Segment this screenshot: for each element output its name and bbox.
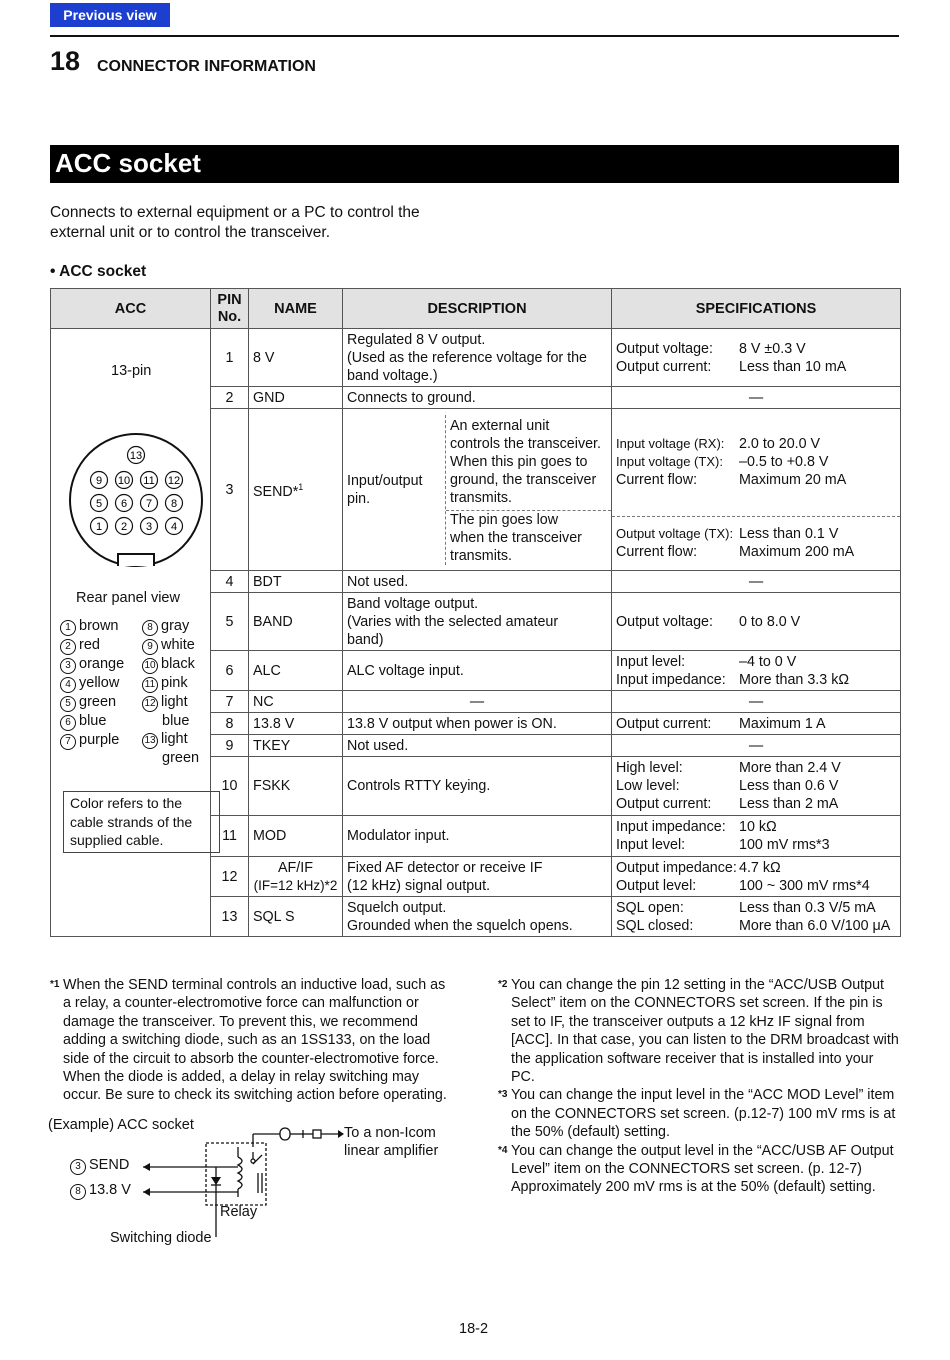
spec-value: 2.0 to 20.0 V bbox=[739, 436, 821, 453]
spec-value: –0.5 to +0.8 V bbox=[739, 454, 829, 471]
name-cell: BDT bbox=[249, 571, 343, 593]
rear-panel-label: Rear panel view bbox=[76, 590, 180, 606]
spec-value: Less than 0.1 V bbox=[739, 526, 839, 543]
spec-value: 0 to 8.0 V bbox=[739, 613, 801, 630]
desc-line: The pin goes low bbox=[450, 511, 559, 528]
color-legend-item bbox=[142, 655, 199, 674]
pin-cell: 8 bbox=[211, 713, 249, 735]
pin-cell: 9 bbox=[211, 735, 249, 757]
connector-pin-label: 8 bbox=[170, 498, 178, 510]
spec-value: 100 ~ 300 mV rms*4 bbox=[739, 877, 870, 894]
spec-value: Less than 2 mA bbox=[739, 796, 839, 812]
desc-cell bbox=[343, 897, 612, 937]
footnote-4-mark: *4 bbox=[498, 1144, 508, 1156]
desc-line: Squelch output. bbox=[347, 899, 447, 916]
spec-cell: — bbox=[612, 387, 901, 409]
spec-key: Input level: bbox=[616, 837, 686, 853]
color-legend-item bbox=[60, 617, 124, 636]
color-name: gray bbox=[161, 618, 190, 634]
send-text: SEND bbox=[89, 1157, 130, 1173]
color-legend-item bbox=[60, 712, 124, 731]
intro-text: Connects to external equipment or a PC to control the external unit or to control the transceiver. bbox=[50, 204, 420, 241]
pin-cell: 12 bbox=[211, 857, 249, 897]
name-cell: BAND bbox=[249, 593, 343, 651]
color-pin-number: 7 bbox=[60, 734, 76, 750]
spec-cell bbox=[612, 651, 901, 691]
connector-pin-label: 3 bbox=[145, 521, 153, 533]
desc-line: Grounded when the squelch opens. bbox=[347, 917, 573, 934]
color-legend-item bbox=[142, 636, 199, 655]
spec-line bbox=[616, 899, 896, 917]
spec-key: Input level: bbox=[616, 653, 686, 670]
desc-cell: ALC voltage input. bbox=[343, 651, 612, 691]
spec-line bbox=[616, 453, 896, 471]
desc-cell: — bbox=[343, 691, 612, 713]
desc-cell: Not used. bbox=[343, 571, 612, 593]
spec-key: Input impedance: bbox=[616, 819, 726, 835]
desc-cell: Connects to ground. bbox=[343, 387, 612, 409]
color-pin-number: 5 bbox=[60, 696, 76, 712]
connector-pin-label: 2 bbox=[120, 521, 128, 533]
spec-key: Current flow: bbox=[616, 544, 698, 561]
spec-key: Current flow: bbox=[616, 472, 698, 489]
connector-pin-label: 10 bbox=[117, 475, 131, 487]
name-line-1: AF/IF bbox=[278, 859, 313, 876]
desc-cell: Not used. bbox=[343, 735, 612, 757]
connector-pin-label: 1 bbox=[95, 521, 103, 533]
color-name-cont: green bbox=[162, 750, 200, 767]
footnote-3 bbox=[498, 1086, 900, 1141]
spec-line bbox=[616, 859, 896, 877]
relay-label: Relay bbox=[220, 1204, 258, 1220]
table-row bbox=[51, 329, 901, 387]
spec-key: Output current: bbox=[616, 358, 712, 375]
desc-line: band voltage.) bbox=[347, 367, 438, 384]
connector-pin-label: 11 bbox=[143, 475, 155, 487]
name-cell: FSKK bbox=[249, 757, 343, 816]
header-name: NAME bbox=[249, 289, 343, 329]
spec-value: Less than 0.3 V/5 mA bbox=[739, 899, 876, 916]
desc-line: Fixed AF detector or receive IF bbox=[347, 859, 543, 876]
color-legend-item bbox=[60, 731, 124, 750]
pin-count-label: 13-pin bbox=[111, 363, 152, 379]
spec-value: –4 to 0 V bbox=[739, 653, 797, 670]
desc-line: (Varies with the selected amateur bbox=[347, 613, 559, 630]
spec-line bbox=[616, 877, 896, 895]
send-name-sup: 1 bbox=[298, 482, 304, 493]
spec-key: Output current: bbox=[616, 796, 712, 812]
spec-line bbox=[616, 715, 896, 733]
color-name-cont: blue bbox=[162, 713, 190, 729]
desc-cell: Controls RTTY keying. bbox=[343, 757, 612, 816]
name-cell: GND bbox=[249, 387, 343, 409]
name-cell bbox=[249, 409, 343, 571]
spec-value: More than 2.4 V bbox=[739, 760, 841, 776]
color-pin-number: 3 bbox=[60, 658, 76, 674]
footnote-4-text: You can change the output level in the “ACC/USB AF Output Level” item on the CONNECTORS set screen. (p. 12-7) Approximately 200 mV rms is at the 50% (default) setting. bbox=[511, 1142, 894, 1196]
acc-table bbox=[50, 288, 901, 937]
top-rule bbox=[50, 35, 899, 37]
desc-cell bbox=[343, 409, 612, 571]
color-pin-number: 9 bbox=[142, 639, 158, 655]
spec-value: 100 mV rms*3 bbox=[739, 837, 830, 853]
spec-cell bbox=[612, 516, 901, 570]
connector-pin-label: 9 bbox=[95, 475, 103, 487]
desc-line: when the transceiver bbox=[450, 529, 582, 546]
footnote-2-mark: *2 bbox=[498, 979, 508, 990]
connector-pin-label: 6 bbox=[120, 498, 128, 510]
name-line-2: (IF=12 kHz)*2 bbox=[253, 877, 338, 893]
color-name: white bbox=[161, 637, 195, 653]
spec-key: Input impedance: bbox=[616, 671, 726, 688]
v138-label bbox=[70, 1182, 131, 1200]
color-legend-left bbox=[60, 617, 124, 750]
spec-line bbox=[616, 671, 896, 689]
spec-key: Output current: bbox=[616, 715, 712, 732]
send-pin-number: 3 bbox=[70, 1159, 86, 1175]
footnote-2 bbox=[498, 976, 900, 1086]
spec-line bbox=[616, 471, 896, 489]
send-name: SEND* bbox=[253, 483, 299, 500]
footnote-1-mark: *1 bbox=[50, 979, 60, 990]
connector-pin-label: 4 bbox=[170, 521, 178, 533]
footnote-3-mark: *3 bbox=[498, 1089, 508, 1101]
spec-key: High level: bbox=[616, 760, 683, 776]
spec-line bbox=[616, 795, 896, 813]
color-legend-right bbox=[142, 617, 199, 768]
spec-value: 8 V ±0.3 V bbox=[739, 340, 806, 357]
name-cell: NC bbox=[249, 691, 343, 713]
desc-line: When this pin goes to bbox=[450, 454, 588, 470]
name-cell: SQL S bbox=[249, 897, 343, 937]
color-legend-item bbox=[142, 617, 199, 636]
desc-line: ground, the transceiver bbox=[450, 472, 597, 488]
color-legend-item bbox=[142, 730, 199, 749]
color-pin-number: 1 bbox=[60, 620, 76, 636]
color-pin-number: 4 bbox=[60, 677, 76, 693]
pin-cell: 6 bbox=[211, 651, 249, 691]
color-name: light bbox=[161, 694, 188, 710]
spec-key: Output level: bbox=[616, 877, 697, 894]
spec-line bbox=[616, 653, 896, 671]
spec-key: Output voltage (TX): bbox=[616, 526, 734, 542]
connector-pin-label: 12 bbox=[167, 475, 181, 487]
spec-key: Input voltage (RX): bbox=[616, 436, 725, 452]
spec-line bbox=[616, 759, 896, 777]
desc-line: An external unit bbox=[450, 418, 550, 434]
color-legend-item bbox=[60, 636, 124, 655]
pin-cell: 2 bbox=[211, 387, 249, 409]
desc-cell bbox=[343, 593, 612, 651]
spec-cell bbox=[612, 897, 901, 937]
spec-cell bbox=[612, 857, 901, 897]
spec-line bbox=[616, 836, 896, 854]
chapter-number: 18 bbox=[50, 46, 81, 76]
spec-line bbox=[616, 917, 896, 935]
acc-panel-cell bbox=[51, 329, 211, 937]
connector-pin-label: 5 bbox=[95, 498, 103, 510]
spec-line bbox=[616, 543, 896, 561]
diode-label: Switching diode bbox=[110, 1230, 212, 1246]
desc-cell bbox=[343, 329, 612, 387]
spec-line bbox=[616, 340, 896, 358]
name-cell: 13.8 V bbox=[249, 713, 343, 735]
acc-panel bbox=[55, 330, 206, 935]
name-cell: ALC bbox=[249, 651, 343, 691]
color-name: light bbox=[161, 731, 188, 748]
desc-line: (Used as the reference voltage for the bbox=[347, 349, 588, 366]
desc-cell: 13.8 V output when power is ON. bbox=[343, 713, 612, 735]
pin-cell: 1 bbox=[211, 329, 249, 387]
spec-line bbox=[616, 777, 896, 795]
color-name: black bbox=[161, 656, 195, 672]
color-legend-item bbox=[60, 674, 124, 693]
spec-cell: — bbox=[612, 691, 901, 713]
connector-pin-label: 7 bbox=[145, 498, 153, 510]
spec-line bbox=[616, 435, 896, 453]
color-name: yellow bbox=[79, 675, 120, 691]
desc-line: controls the transceiver. bbox=[450, 436, 601, 452]
color-pin-number: 10 bbox=[142, 658, 158, 674]
spec-key: Output voltage: bbox=[616, 340, 713, 357]
send-label bbox=[70, 1157, 129, 1175]
color-name: orange bbox=[79, 656, 125, 672]
desc-cell bbox=[343, 857, 612, 897]
pin-cell: 4 bbox=[211, 571, 249, 593]
subheading: • ACC socket bbox=[50, 263, 147, 280]
connector-diagram bbox=[63, 430, 209, 570]
desc-line: (12 kHz) signal output. bbox=[347, 877, 491, 894]
spec-key: SQL open: bbox=[616, 899, 684, 916]
footnote-4 bbox=[498, 1142, 900, 1197]
color-name: pink bbox=[161, 675, 188, 691]
spec-line bbox=[616, 613, 896, 631]
color-legend-item bbox=[142, 674, 199, 693]
spec-line bbox=[616, 818, 896, 836]
spec-cell bbox=[612, 329, 901, 387]
spec-key: Output voltage: bbox=[616, 613, 713, 630]
pin-cell: 11 bbox=[211, 816, 249, 857]
color-pin-number: 13 bbox=[142, 733, 158, 749]
spec-value: More than 6.0 V/100 μA bbox=[739, 917, 891, 934]
pin-cell: 7 bbox=[211, 691, 249, 713]
name-cell: TKEY bbox=[249, 735, 343, 757]
v138-text: 13.8 V bbox=[89, 1182, 131, 1198]
footnote-1-text: When the SEND terminal controls an inductive load, such as a relay, a counter-electromotive force can malfunction or damage the transceiver. To prevent this, we recommend adding a switching diode, such as an 1SS133, on the load side of the circuit to absorb the counter-electromotive force. When the diode is added, a delay in relay switching may occur. Be sure to check its switching action before operating. bbox=[63, 977, 447, 1104]
color-name: brown bbox=[79, 618, 119, 634]
color-pin-number: 2 bbox=[60, 639, 76, 655]
spec-key: Low level: bbox=[616, 778, 680, 794]
pin-cell: 5 bbox=[211, 593, 249, 651]
v138-pin-number: 8 bbox=[70, 1184, 86, 1200]
color-name: purple bbox=[79, 732, 120, 748]
header-pin: PIN No. bbox=[211, 289, 249, 329]
spec-value: Less than 10 mA bbox=[739, 358, 847, 375]
name-cell bbox=[249, 857, 343, 897]
page-number: 18-2 bbox=[459, 1321, 489, 1337]
send-desc-left: Input/output pin. bbox=[347, 472, 423, 507]
connector-pin-label: 13 bbox=[129, 450, 143, 462]
name-cell: MOD bbox=[249, 816, 343, 857]
footnote-2-text: You can change the pin 12 setting in the “ACC/USB Output Select” item on the CONNECTORS set screen. If the pin is set to IF, the transceiver outputs a 12 kHz IF signal from [ACC]. In that case, you can listen to the DRM broadcast with the application software receiver that is installed into your PC. bbox=[511, 977, 899, 1086]
spec-key: Input voltage (TX): bbox=[616, 454, 723, 470]
pin-cell: 3 bbox=[211, 409, 249, 571]
desc-line: Regulated 8 V output. bbox=[347, 331, 486, 348]
spec-value: 10 kΩ bbox=[739, 819, 777, 835]
spec-cell bbox=[612, 713, 901, 735]
header-acc: ACC bbox=[51, 289, 211, 329]
to-amp-label: To a non-Icom linear amplifier bbox=[344, 1125, 439, 1159]
color-pin-number: 11 bbox=[142, 677, 158, 693]
footnote-1 bbox=[50, 976, 452, 1105]
spec-cell bbox=[612, 757, 901, 816]
footnote-3-text: You can change the input level in the “ACC MOD Level” item on the CONNECTORS set screen. (p.12-7) 100 mV rms is at the 50% (default) setting. bbox=[511, 1087, 896, 1141]
table-header-row bbox=[51, 289, 901, 329]
spec-value: More than 3.3 kΩ bbox=[739, 671, 850, 688]
example-circuit bbox=[48, 1117, 478, 1257]
desc-line: transmits. bbox=[450, 547, 512, 564]
desc-line: transmits. bbox=[450, 490, 512, 506]
spec-line bbox=[616, 525, 896, 543]
color-pin-number: 12 bbox=[142, 696, 158, 712]
color-legend-item bbox=[60, 655, 124, 674]
pin-cell: 13 bbox=[211, 897, 249, 937]
spec-value: Less than 0.6 V bbox=[739, 778, 839, 794]
spec-line bbox=[616, 358, 896, 376]
example-title: (Example) ACC socket bbox=[48, 1117, 194, 1133]
desc-cell: Modulator input. bbox=[343, 816, 612, 857]
header-description: DESCRIPTION bbox=[343, 289, 612, 329]
name-cell: 8 V bbox=[249, 329, 343, 387]
footnotes-right bbox=[498, 976, 900, 1197]
spec-cell bbox=[612, 409, 901, 517]
spec-cell: — bbox=[612, 735, 901, 757]
spec-value: Maximum 200 mA bbox=[739, 544, 855, 561]
color-name: blue bbox=[79, 713, 107, 729]
color-pin-number: 6 bbox=[60, 715, 76, 731]
spec-value: 4.7 kΩ bbox=[739, 859, 781, 876]
previous-view-button[interactable]: Previous view bbox=[50, 3, 170, 27]
pin-cell: 10 bbox=[211, 757, 249, 816]
header-specifications: SPECIFICATIONS bbox=[612, 289, 901, 329]
section-title: ACC socket bbox=[55, 148, 201, 178]
spec-value: Maximum 20 mA bbox=[739, 472, 847, 489]
spec-cell: — bbox=[612, 571, 901, 593]
spec-value: Maximum 1 A bbox=[739, 715, 826, 732]
section-header bbox=[50, 145, 899, 183]
spec-cell bbox=[612, 593, 901, 651]
color-name: green bbox=[79, 694, 117, 710]
color-note: Color refers to the cable strands of the supplied cable. bbox=[63, 791, 220, 853]
desc-line: Band voltage output. bbox=[347, 595, 479, 612]
color-legend-item bbox=[142, 693, 199, 712]
chapter-title: CONNECTOR INFORMATION bbox=[97, 58, 316, 75]
spec-key: SQL closed: bbox=[616, 917, 694, 934]
spec-cell bbox=[612, 816, 901, 857]
desc-line: band) bbox=[347, 631, 384, 648]
spec-key: Output impedance: bbox=[616, 859, 737, 876]
color-legend-item bbox=[60, 693, 124, 712]
color-name: red bbox=[79, 637, 100, 653]
color-pin-number: 8 bbox=[142, 620, 158, 636]
